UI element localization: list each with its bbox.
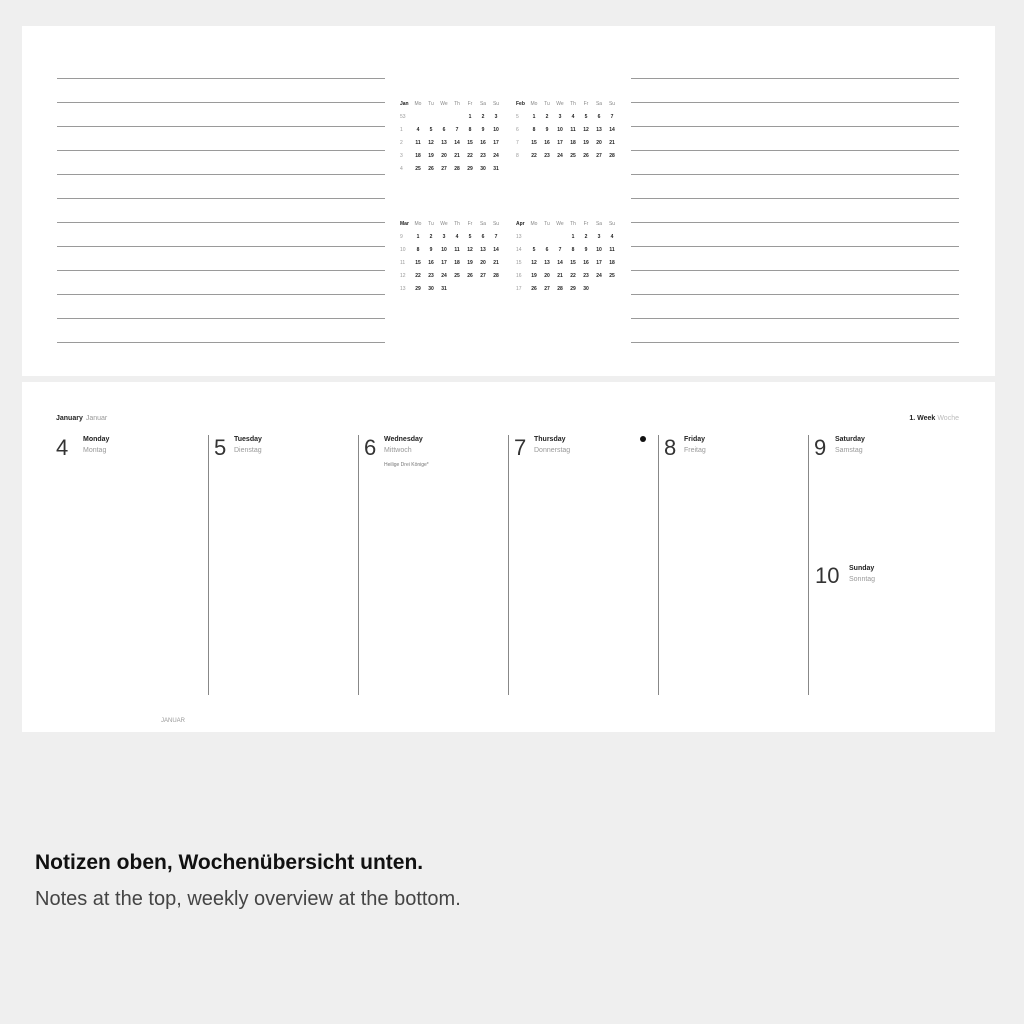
- mini-calendar-day: 25: [609, 273, 615, 279]
- day-divider: [358, 435, 359, 695]
- mini-calendar-day: 21: [609, 140, 615, 146]
- mini-calendar-day: 17: [596, 260, 602, 266]
- day-name-de: Montag: [83, 447, 107, 454]
- mini-calendar-day: 13: [480, 247, 486, 253]
- mini-calendar-day: 9: [584, 247, 588, 253]
- mini-calendar-day: 15: [467, 140, 473, 146]
- mini-calendar-mar: [400, 221, 510, 299]
- weekday-header: Th: [454, 101, 460, 107]
- mini-calendar-day: 20: [480, 260, 486, 266]
- mini-calendar-day: 1: [532, 114, 536, 120]
- mini-calendar-day: 24: [557, 153, 563, 159]
- day-name-en: Saturday: [835, 436, 865, 443]
- weekday-header: Sa: [479, 101, 487, 107]
- mini-calendar-day: 4: [571, 114, 575, 120]
- note-line: [57, 318, 385, 319]
- mini-calendar-day: 21: [493, 260, 499, 266]
- mini-calendar-day: 27: [441, 166, 447, 172]
- note-line: [57, 246, 385, 247]
- note-line: [631, 78, 959, 79]
- weekday-header: Th: [454, 221, 460, 227]
- week-number: 5: [516, 114, 519, 120]
- mini-calendar-day: 20: [596, 140, 602, 146]
- weekday-header: Sa: [479, 221, 487, 227]
- holiday-label: Heilige Drei Könige*: [384, 462, 429, 468]
- mini-calendar-day: 16: [544, 140, 550, 146]
- weekday-header: Su: [608, 221, 616, 227]
- mini-calendar-day: 24: [596, 273, 602, 279]
- mini-calendar-day: 2: [584, 234, 588, 240]
- mini-calendar-day: 4: [455, 234, 459, 240]
- note-line: [57, 174, 385, 175]
- mini-calendar-day: 19: [428, 153, 434, 159]
- note-line: [631, 126, 959, 127]
- note-line: [631, 294, 959, 295]
- mini-calendar-day: 14: [557, 260, 563, 266]
- day-number: 4: [56, 435, 69, 460]
- mini-calendar-day: 31: [493, 166, 499, 172]
- note-line: [57, 198, 385, 199]
- mini-calendar-day: 13: [544, 260, 550, 266]
- mini-calendar-day: 27: [544, 286, 550, 292]
- mini-calendar-day: 12: [467, 247, 473, 253]
- month-name-de: Januar: [85, 415, 108, 422]
- day-divider: [208, 435, 209, 695]
- day-name-en: Friday: [684, 436, 706, 443]
- mini-calendar-day: 28: [609, 153, 615, 159]
- day-number: 10: [815, 563, 840, 588]
- weekday-header: Tu: [544, 221, 550, 227]
- day-name-de: Sonntag: [849, 576, 876, 583]
- mini-calendar-day: 10: [557, 127, 563, 133]
- weekday-header: Fr: [467, 101, 473, 107]
- week-number: 53: [400, 114, 406, 120]
- day-name-en: Sunday: [849, 565, 875, 572]
- mini-calendar-day: 16: [583, 260, 589, 266]
- caption-subtitle: Notes at the top, weekly overview at the bottom.: [35, 888, 461, 910]
- mini-calendar-day: 3: [494, 114, 498, 120]
- mini-calendar-day: 2: [545, 114, 549, 120]
- notes-page: [22, 26, 995, 376]
- week-number: 11: [400, 260, 406, 266]
- day-number: 5: [214, 435, 227, 460]
- mini-calendar-day: 12: [583, 127, 589, 133]
- weekday-header: Mo: [414, 221, 422, 227]
- mini-calendar-day: 23: [480, 153, 486, 159]
- week-number: 1: [400, 127, 403, 133]
- month-header: [56, 415, 107, 422]
- week-number: 8: [516, 153, 519, 159]
- note-line: [631, 318, 959, 319]
- weekday-header: Su: [608, 101, 616, 107]
- note-line: [57, 294, 385, 295]
- mini-calendar-day: 17: [441, 260, 447, 266]
- mini-calendar-day: 23: [583, 273, 589, 279]
- mini-calendar-day: 15: [570, 260, 576, 266]
- note-line: [57, 126, 385, 127]
- mini-calendar-day: 23: [544, 153, 550, 159]
- mini-calendar-day: 28: [454, 166, 460, 172]
- mini-calendar-day: 20: [441, 153, 447, 159]
- mini-calendar-day: 5: [468, 234, 472, 240]
- mini-calendar-day: 27: [480, 273, 486, 279]
- mini-calendar-month: Jan: [400, 101, 409, 107]
- week-overview-page: [22, 382, 995, 732]
- mini-calendar-day: 21: [557, 273, 563, 279]
- mini-calendar-day: 3: [442, 234, 446, 240]
- mini-calendar-day: 28: [557, 286, 563, 292]
- note-line: [631, 150, 959, 151]
- week-number: 12: [400, 273, 406, 279]
- mini-calendar-day: 14: [454, 140, 460, 146]
- footer-month-label: JANUAR: [161, 718, 186, 724]
- mini-calendar-day: 14: [609, 127, 615, 133]
- week-number: 4: [400, 166, 403, 172]
- week-label-en: 1. Week: [909, 415, 936, 422]
- weekday-header: Sa: [595, 221, 603, 227]
- day-name-de: Mittwoch: [384, 447, 412, 454]
- note-line: [57, 270, 385, 271]
- mini-calendar-day: 11: [570, 127, 576, 133]
- mini-calendar-day: 25: [415, 166, 421, 172]
- mini-calendar-day: 30: [583, 286, 589, 292]
- week-label-de: Woche: [937, 415, 959, 422]
- caption-title: Notizen oben, Wochenübersicht unten.: [35, 851, 424, 874]
- note-line: [631, 270, 959, 271]
- mini-calendar-day: 10: [596, 247, 602, 253]
- weekday-header: We: [556, 101, 564, 107]
- mini-calendar-day: 12: [428, 140, 434, 146]
- mini-calendar-day: 30: [428, 286, 434, 292]
- week-number: 16: [516, 273, 522, 279]
- moon-phase-icon: [640, 436, 646, 442]
- week-number: 14: [516, 247, 522, 253]
- mini-calendar-day: 20: [544, 273, 550, 279]
- mini-calendar-day: 9: [481, 127, 485, 133]
- day-divider: [508, 435, 509, 695]
- mini-calendar-day: 17: [557, 140, 563, 146]
- mini-calendar-day: 8: [468, 127, 472, 133]
- mini-calendar-day: 22: [415, 273, 421, 279]
- day-number: 7: [514, 435, 527, 460]
- mini-calendar-day: 1: [468, 114, 472, 120]
- mini-calendar-day: 8: [571, 247, 575, 253]
- mini-calendar-day: 18: [454, 260, 460, 266]
- mini-calendar-day: 29: [467, 166, 473, 172]
- week-number: 10: [400, 247, 406, 253]
- mini-calendar-day: 29: [415, 286, 421, 292]
- mini-calendar-day: 19: [467, 260, 473, 266]
- mini-calendar-day: 10: [493, 127, 499, 133]
- mini-calendar-day: 19: [583, 140, 589, 146]
- mini-calendar-day: 6: [442, 127, 446, 133]
- week-number: 6: [516, 127, 519, 133]
- mini-calendar-day: 26: [467, 273, 473, 279]
- weekday-header: We: [440, 221, 448, 227]
- mini-calendar-day: 30: [480, 166, 486, 172]
- mini-calendar-day: 7: [494, 234, 498, 240]
- mini-calendar-day: 2: [429, 234, 433, 240]
- mini-calendar-day: 24: [441, 273, 447, 279]
- mini-calendar-day: 16: [428, 260, 434, 266]
- mini-calendar-day: 18: [570, 140, 576, 146]
- weekday-header: We: [556, 221, 564, 227]
- mini-calendar-day: 6: [597, 114, 601, 120]
- day-name-de: Dienstag: [234, 447, 262, 454]
- mini-calendar-day: 9: [545, 127, 549, 133]
- month-name-en: January: [56, 415, 83, 422]
- week-number: 13: [516, 234, 522, 240]
- note-line: [57, 222, 385, 223]
- mini-calendar-day: 13: [441, 140, 447, 146]
- day-name-en: Tuesday: [234, 436, 262, 443]
- mini-calendar-jan: [400, 101, 510, 179]
- mini-calendar-day: 7: [455, 127, 459, 133]
- note-line: [57, 78, 385, 79]
- mini-calendar-day: 6: [481, 234, 485, 240]
- mini-calendar-feb: [516, 101, 626, 166]
- mini-calendar-day: 21: [454, 153, 460, 159]
- week-number: 2: [400, 140, 403, 146]
- day-name-de: Samstag: [835, 447, 863, 454]
- mini-calendar-day: 6: [545, 247, 549, 253]
- week-number: 13: [400, 286, 406, 292]
- mini-calendar-day: 14: [493, 247, 499, 253]
- mini-calendar-day: 22: [531, 153, 537, 159]
- mini-calendar-day: 7: [558, 247, 562, 253]
- mini-calendar-day: 26: [583, 153, 589, 159]
- note-line: [631, 174, 959, 175]
- mini-calendar-day: 9: [429, 247, 433, 253]
- week-number-header: [909, 415, 959, 422]
- weekday-header: Tu: [428, 221, 434, 227]
- mini-calendar-day: 26: [531, 286, 537, 292]
- mini-calendar-day: 29: [570, 286, 576, 292]
- mini-calendar-month: Feb: [516, 101, 525, 107]
- weekday-header: Th: [570, 221, 576, 227]
- mini-calendar-day: 5: [532, 247, 536, 253]
- mini-calendar-day: 25: [570, 153, 576, 159]
- mini-calendar-day: 1: [571, 234, 575, 240]
- day-name-en: Monday: [83, 436, 110, 443]
- weekday-header: Mo: [530, 221, 538, 227]
- mini-calendar-day: 13: [596, 127, 602, 133]
- day-divider: [658, 435, 659, 695]
- week-number: 17: [516, 286, 522, 292]
- mini-calendar-day: 5: [584, 114, 588, 120]
- day-divider: [808, 435, 809, 695]
- day-name-de: Donnerstag: [534, 447, 571, 454]
- week-number: 7: [516, 140, 519, 146]
- note-line: [631, 342, 959, 343]
- mini-calendar-day: 4: [610, 234, 614, 240]
- mini-calendar-day: 18: [415, 153, 421, 159]
- mini-calendar-day: 19: [531, 273, 537, 279]
- mini-calendar-day: 18: [609, 260, 615, 266]
- mini-calendar-day: 8: [532, 127, 536, 133]
- week-number: 15: [516, 260, 522, 266]
- weekday-header: Tu: [544, 101, 550, 107]
- mini-calendar-day: 11: [415, 140, 421, 146]
- note-line: [631, 222, 959, 223]
- weekday-header: Su: [492, 101, 500, 107]
- mini-calendar-day: 23: [428, 273, 434, 279]
- note-line: [57, 342, 385, 343]
- mini-calendar-day: 1: [416, 234, 420, 240]
- mini-calendar-day: 25: [454, 273, 460, 279]
- mini-calendar-month: Apr: [516, 221, 525, 227]
- mini-calendar-day: 3: [597, 234, 601, 240]
- note-line: [57, 150, 385, 151]
- mini-calendar-day: 16: [480, 140, 486, 146]
- mini-calendar-day: 5: [429, 127, 433, 133]
- mini-calendar-apr: [516, 221, 626, 299]
- mini-calendar-day: 3: [558, 114, 562, 120]
- day-number: 6: [364, 435, 377, 460]
- weekday-header: We: [440, 101, 448, 107]
- note-line: [631, 246, 959, 247]
- mini-calendar-day: 11: [609, 247, 615, 253]
- day-name-en: Wednesday: [384, 436, 423, 443]
- mini-calendar-day: 31: [441, 286, 447, 292]
- mini-calendar-day: 27: [596, 153, 602, 159]
- weekday-header: Th: [570, 101, 576, 107]
- note-line: [57, 102, 385, 103]
- weekday-header: Su: [492, 221, 500, 227]
- day-number: 9: [814, 435, 827, 460]
- mini-calendar-day: 12: [531, 260, 537, 266]
- weekday-header: Fr: [583, 101, 589, 107]
- weekday-header: Fr: [583, 221, 589, 227]
- mini-calendar-day: 22: [467, 153, 473, 159]
- week-number: 3: [400, 153, 403, 159]
- day-name-de: Freitag: [684, 447, 706, 454]
- weekday-header: Mo: [414, 101, 422, 107]
- weekday-header: Fr: [467, 221, 473, 227]
- week-number: 9: [400, 234, 403, 240]
- day-name-en: Thursday: [534, 436, 566, 443]
- mini-calendar-day: 26: [428, 166, 434, 172]
- mini-calendar-month: Mar: [400, 221, 409, 227]
- weekday-header: Mo: [530, 101, 538, 107]
- day-number: 8: [664, 435, 677, 460]
- mini-calendar-day: 15: [415, 260, 421, 266]
- weekday-header: Tu: [428, 101, 434, 107]
- mini-calendar-day: 24: [493, 153, 499, 159]
- mini-calendar-day: 10: [441, 247, 447, 253]
- mini-calendar-day: 15: [531, 140, 537, 146]
- mini-calendar-day: 28: [493, 273, 499, 279]
- mini-calendar-day: 22: [570, 273, 576, 279]
- note-line: [631, 102, 959, 103]
- mini-calendar-day: 8: [416, 247, 420, 253]
- mini-calendar-day: 17: [493, 140, 499, 146]
- mini-calendar-day: 11: [454, 247, 460, 253]
- mini-calendar-day: 4: [416, 127, 420, 133]
- mini-calendar-day: 2: [481, 114, 485, 120]
- note-line: [631, 198, 959, 199]
- mini-calendar-day: 7: [610, 114, 614, 120]
- weekday-header: Sa: [595, 101, 603, 107]
